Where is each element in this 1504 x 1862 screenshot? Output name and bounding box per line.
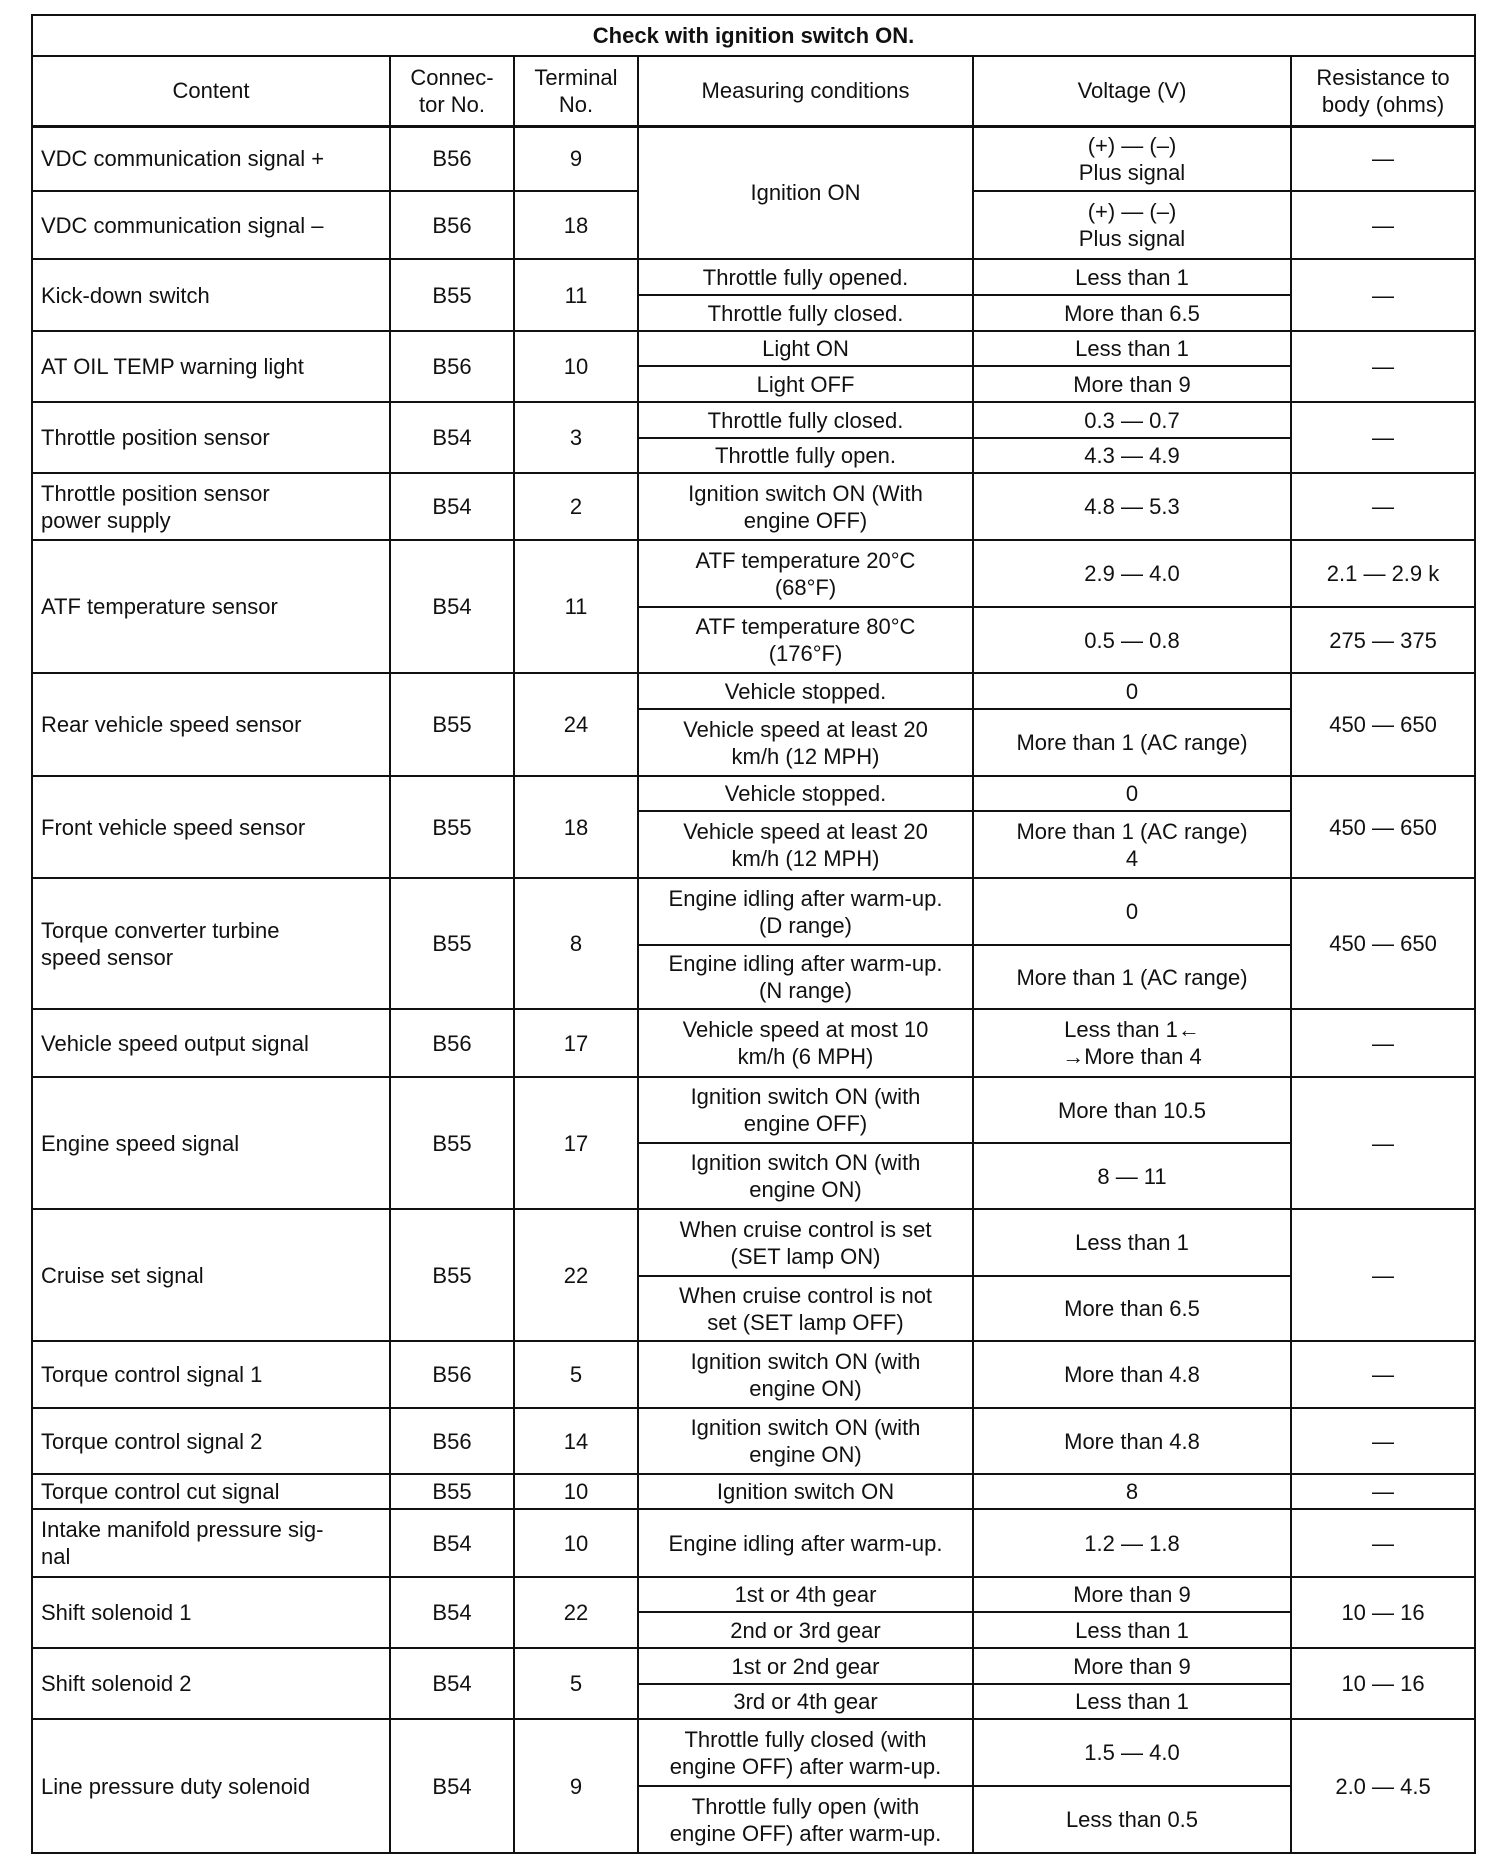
terminal-cell: 5 xyxy=(514,1341,638,1408)
table-title: Check with ignition switch ON. xyxy=(32,15,1475,56)
condition-cell: Vehicle stopped. xyxy=(638,776,973,811)
content-cell: Vehicle speed output signal xyxy=(32,1009,390,1077)
table-row xyxy=(32,331,1475,366)
condition-cell: Engine idling after warm-up. (N range) xyxy=(638,945,973,1009)
voltage-cell: 4.3 — 4.9 xyxy=(973,438,1291,473)
table-row xyxy=(32,1719,1475,1786)
table-row xyxy=(32,1577,1475,1612)
table-row xyxy=(32,1474,1475,1509)
connector-cell: B54 xyxy=(390,1648,514,1719)
terminal-cell: 24 xyxy=(514,673,638,776)
terminal-cell: 11 xyxy=(514,540,638,673)
resistance-cell: — xyxy=(1291,402,1475,473)
resistance-cell: — xyxy=(1291,1341,1475,1408)
condition-cell: Ignition switch ON (with engine ON) xyxy=(638,1341,973,1408)
resistance-cell: 10 — 16 xyxy=(1291,1648,1475,1719)
condition-cell: Ignition switch ON (with engine OFF) xyxy=(638,1077,973,1143)
connector-cell: B54 xyxy=(390,1577,514,1648)
content-cell: Kick-down switch xyxy=(32,259,390,331)
content-cell: Shift solenoid 1 xyxy=(32,1577,390,1648)
voltage-cell: More than 1 (AC range) xyxy=(973,709,1291,776)
condition-cell: Throttle fully open (with engine OFF) after warm-up. xyxy=(638,1786,973,1853)
condition-cell: When cruise control is not set (SET lamp OFF) xyxy=(638,1276,973,1341)
content-cell: Front vehicle speed sensor xyxy=(32,776,390,878)
terminal-cell: 17 xyxy=(514,1077,638,1209)
connector-cell: B54 xyxy=(390,1719,514,1853)
resistance-cell: 450 — 650 xyxy=(1291,673,1475,776)
header-terminal: Terminal No. xyxy=(514,56,638,126)
voltage-cell: More than 9 xyxy=(973,366,1291,402)
table-row xyxy=(32,402,1475,438)
connector-cell: B56 xyxy=(390,1408,514,1474)
condition-cell: Throttle fully open. xyxy=(638,438,973,473)
table-row xyxy=(32,673,1475,709)
content-cell: AT OIL TEMP warning light xyxy=(32,331,390,402)
content-cell: Cruise set signal xyxy=(32,1209,390,1341)
condition-cell: Ignition switch ON (with engine ON) xyxy=(638,1408,973,1474)
header-voltage: Voltage (V) xyxy=(973,56,1291,126)
voltage-cell: 8 — 11 xyxy=(973,1143,1291,1209)
voltage-cell: (+) — (–) Plus signal xyxy=(973,191,1291,259)
voltage-cell: 4.8 — 5.3 xyxy=(973,473,1291,540)
header-connector: Connec- tor No. xyxy=(390,56,514,126)
voltage-cell: Less than 1 xyxy=(973,1684,1291,1719)
table-row xyxy=(32,776,1475,811)
condition-cell: Vehicle stopped. xyxy=(638,673,973,709)
connector-cell: B56 xyxy=(390,126,514,191)
resistance-cell: — xyxy=(1291,1474,1475,1509)
voltage-cell: Less than 1 xyxy=(973,259,1291,295)
resistance-cell: — xyxy=(1291,259,1475,331)
condition-cell: Throttle fully closed. xyxy=(638,295,973,331)
resistance-cell: — xyxy=(1291,1009,1475,1077)
connector-cell: B55 xyxy=(390,1077,514,1209)
content-cell: Throttle position sensor xyxy=(32,402,390,473)
voltage-cell: (+) — (–) Plus signal xyxy=(973,126,1291,191)
resistance-cell: — xyxy=(1291,1509,1475,1577)
connector-cell: B55 xyxy=(390,1209,514,1341)
condition-cell: Engine idling after warm-up. (D range) xyxy=(638,878,973,945)
connector-cell: B56 xyxy=(390,1009,514,1077)
voltage-cell: Less than 1 xyxy=(973,1209,1291,1276)
terminal-cell: 5 xyxy=(514,1648,638,1719)
voltage-cell: 1.5 — 4.0 xyxy=(973,1719,1291,1786)
resistance-cell: — xyxy=(1291,1077,1475,1209)
voltage-cell: More than 10.5 xyxy=(973,1077,1291,1143)
resistance-cell: 2.0 — 4.5 xyxy=(1291,1719,1475,1853)
connector-cell: B54 xyxy=(390,1509,514,1577)
condition-cell: Ignition switch ON xyxy=(638,1474,973,1509)
resistance-cell: 2.1 — 2.9 k xyxy=(1291,540,1475,607)
condition-cell: Throttle fully closed. xyxy=(638,402,973,438)
condition-cell: 1st or 2nd gear xyxy=(638,1648,973,1684)
condition-cell: When cruise control is set (SET lamp ON) xyxy=(638,1209,973,1276)
terminal-cell: 17 xyxy=(514,1009,638,1077)
table-row xyxy=(32,1509,1475,1577)
condition-cell: Vehicle speed at most 10 km/h (6 MPH) xyxy=(638,1009,973,1077)
voltage-cell: 0 xyxy=(973,878,1291,945)
connector-cell: B56 xyxy=(390,1341,514,1408)
content-cell: Torque control cut signal xyxy=(32,1474,390,1509)
condition-cell: Ignition ON xyxy=(638,126,973,259)
terminal-cell: 9 xyxy=(514,126,638,191)
terminal-cell: 8 xyxy=(514,878,638,1009)
connector-cell: B54 xyxy=(390,402,514,473)
table-row xyxy=(32,259,1475,295)
content-cell: VDC communication signal – xyxy=(32,191,390,259)
voltage-cell: More than 6.5 xyxy=(973,295,1291,331)
terminal-cell: 10 xyxy=(514,1474,638,1509)
resistance-cell: — xyxy=(1291,191,1475,259)
condition-cell: 1st or 4th gear xyxy=(638,1577,973,1612)
voltage-cell: More than 9 xyxy=(973,1577,1291,1612)
voltage-cell: Less than 1 xyxy=(973,1612,1291,1648)
voltage-cell: 2.9 — 4.0 xyxy=(973,540,1291,607)
resistance-cell: 450 — 650 xyxy=(1291,776,1475,878)
terminal-cell: 10 xyxy=(514,1509,638,1577)
ignition-check-table xyxy=(31,14,1476,1854)
terminal-cell: 2 xyxy=(514,473,638,540)
terminal-cell: 14 xyxy=(514,1408,638,1474)
connector-cell: B56 xyxy=(390,331,514,402)
condition-cell: Light OFF xyxy=(638,366,973,402)
table-row xyxy=(32,1009,1475,1077)
table-row xyxy=(32,1077,1475,1143)
terminal-cell: 22 xyxy=(514,1577,638,1648)
voltage-cell: Less than 1← →More than 4 xyxy=(973,1009,1291,1077)
condition-cell: ATF temperature 80°C (176°F) xyxy=(638,607,973,673)
table-title-row xyxy=(32,15,1475,56)
resistance-cell: — xyxy=(1291,1408,1475,1474)
terminal-cell: 11 xyxy=(514,259,638,331)
table-row xyxy=(32,540,1475,607)
connector-cell: B56 xyxy=(390,191,514,259)
condition-cell: Throttle fully closed (with engine OFF) after warm-up. xyxy=(638,1719,973,1786)
connector-cell: B55 xyxy=(390,259,514,331)
header-content: Content xyxy=(32,56,390,126)
table-row xyxy=(32,473,1475,540)
voltage-cell: 0 xyxy=(973,776,1291,811)
condition-cell: Light ON xyxy=(638,331,973,366)
voltage-cell: 0.5 — 0.8 xyxy=(973,607,1291,673)
table-row xyxy=(32,1408,1475,1474)
content-cell: Rear vehicle speed sensor xyxy=(32,673,390,776)
condition-cell: Ignition switch ON (with engine ON) xyxy=(638,1143,973,1209)
condition-cell: Vehicle speed at least 20 km/h (12 MPH) xyxy=(638,709,973,776)
table-header-row xyxy=(32,56,1475,126)
header-conditions: Measuring conditions xyxy=(638,56,973,126)
voltage-cell: 0.3 — 0.7 xyxy=(973,402,1291,438)
voltage-cell: More than 4.8 xyxy=(973,1341,1291,1408)
content-cell: Torque control signal 1 xyxy=(32,1341,390,1408)
table-row xyxy=(32,1209,1475,1276)
voltage-cell: 8 xyxy=(973,1474,1291,1509)
terminal-cell: 18 xyxy=(514,191,638,259)
voltage-cell: More than 6.5 xyxy=(973,1276,1291,1341)
resistance-cell: — xyxy=(1291,331,1475,402)
content-cell: Intake manifold pressure sig- nal xyxy=(32,1509,390,1577)
content-cell: Line pressure duty solenoid xyxy=(32,1719,390,1853)
connector-cell: B55 xyxy=(390,673,514,776)
table-row xyxy=(32,126,1475,191)
content-cell: Engine speed signal xyxy=(32,1077,390,1209)
table-row xyxy=(32,878,1475,945)
resistance-cell: 10 — 16 xyxy=(1291,1577,1475,1648)
resistance-cell: — xyxy=(1291,126,1475,191)
voltage-cell: 0 xyxy=(973,673,1291,709)
condition-cell: 3rd or 4th gear xyxy=(638,1684,973,1719)
terminal-cell: 10 xyxy=(514,331,638,402)
connector-cell: B54 xyxy=(390,473,514,540)
connector-cell: B55 xyxy=(390,1474,514,1509)
content-cell: Throttle position sensor power supply xyxy=(32,473,390,540)
condition-cell: Vehicle speed at least 20 km/h (12 MPH) xyxy=(638,811,973,878)
content-cell: Shift solenoid 2 xyxy=(32,1648,390,1719)
resistance-cell: 275 — 375 xyxy=(1291,607,1475,673)
voltage-cell: More than 9 xyxy=(973,1648,1291,1684)
table-row xyxy=(32,1341,1475,1408)
table-row xyxy=(32,1648,1475,1684)
condition-cell: ATF temperature 20°C (68°F) xyxy=(638,540,973,607)
resistance-cell: — xyxy=(1291,1209,1475,1341)
voltage-cell: Less than 1 xyxy=(973,331,1291,366)
voltage-cell: 1.2 — 1.8 xyxy=(973,1509,1291,1577)
resistance-cell: — xyxy=(1291,473,1475,540)
condition-cell: Engine idling after warm-up. xyxy=(638,1509,973,1577)
terminal-cell: 9 xyxy=(514,1719,638,1853)
voltage-cell: More than 4.8 xyxy=(973,1408,1291,1474)
voltage-cell: More than 1 (AC range) xyxy=(973,945,1291,1009)
condition-cell: 2nd or 3rd gear xyxy=(638,1612,973,1648)
content-cell: VDC communication signal + xyxy=(32,126,390,191)
connector-cell: B55 xyxy=(390,878,514,1009)
header-resistance: Resistance to body (ohms) xyxy=(1291,56,1475,126)
terminal-cell: 3 xyxy=(514,402,638,473)
condition-cell: Ignition switch ON (With engine OFF) xyxy=(638,473,973,540)
content-cell: Torque converter turbine speed sensor xyxy=(32,878,390,1009)
resistance-cell: 450 — 650 xyxy=(1291,878,1475,1009)
content-cell: Torque control signal 2 xyxy=(32,1408,390,1474)
terminal-cell: 22 xyxy=(514,1209,638,1341)
content-cell: ATF temperature sensor xyxy=(32,540,390,673)
voltage-cell: Less than 0.5 xyxy=(973,1786,1291,1853)
terminal-cell: 18 xyxy=(514,776,638,878)
voltage-cell: More than 1 (AC range) 4 xyxy=(973,811,1291,878)
condition-cell: Throttle fully opened. xyxy=(638,259,973,295)
connector-cell: B54 xyxy=(390,540,514,673)
connector-cell: B55 xyxy=(390,776,514,878)
